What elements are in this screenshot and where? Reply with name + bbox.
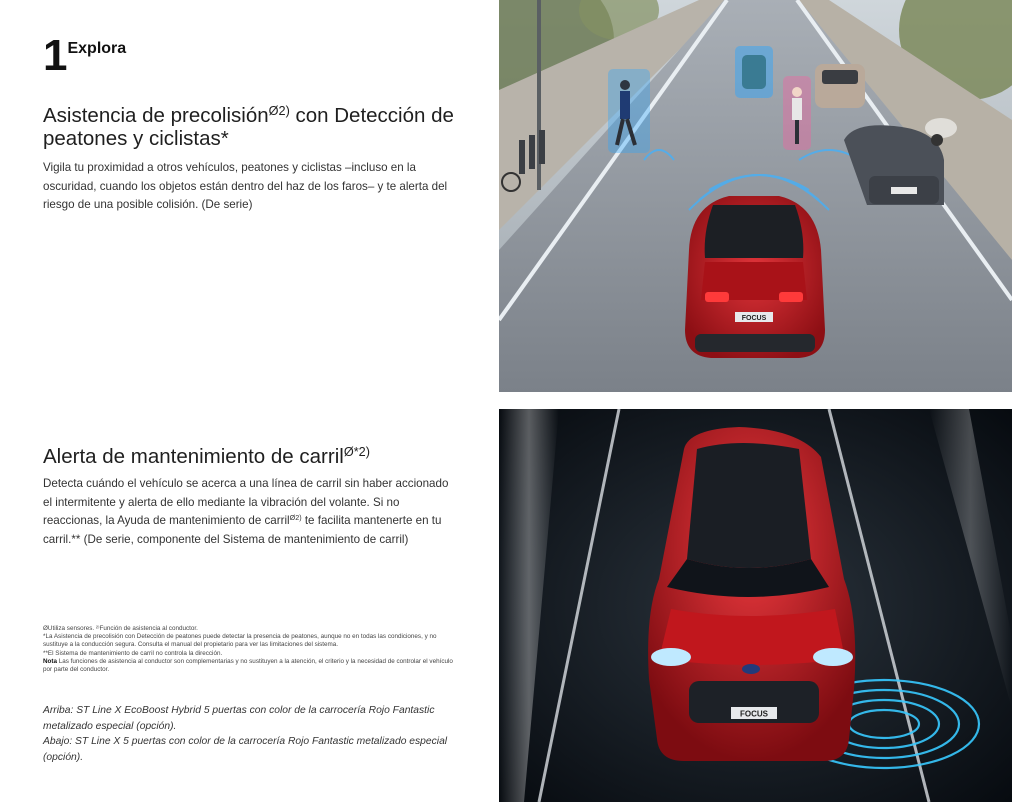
feature-2-body: Detecta cuándo el vehículo se acerca a una línea de carril sin haber accionado el intermitente y alerta de ello mediante la vibración del volante. Si no reaccionas, la Ayuda de mantenimiento de carril$^{Ø2)}$ te facilita mantenerte en tu carril.** (De serie, componente del Sistema de mantenimiento de carril) [43,477,449,546]
footnote-lane: **El Sistema de mantenimiento de carril no controla la dirección. [43,649,223,657]
footnote-note: Nota Las funciones de asistencia al conductor son complementarias y no sustituyen a la atención, el criterio y la necesidad de controlar el vehículo por parte del conductor. [43,657,453,674]
precollision-image [499,0,1012,392]
feature-1-title: Asistencia de precolisión$^{Ø2)}$ con Detección de peatones y ciclistas* [43,103,454,150]
caption-top: Arriba: ST Line X EcoBoost Hybrid 5 puertas con color de la carrocería Rojo Fantastic metalizado especial (opción). [43,705,435,732]
footnote-precollision: *La Asistencia de precolisión con Detección de peatones puede detectar la presencia de peatones, aunque no en todas las condiciones, y no sustituye a la conducción segura. Consulta el manual del propietario para ver las limitaciones del sistema. [43,633,437,649]
lane-keeping-image [499,409,1012,802]
feature-1-body: Vigila tu proximidad a otros vehículos, peatones y ciclistas –incluso en la oscuridad, cuando los objetos están dentro del haz de los faros– y te alerta del riesgo de una posible colisión. (De serie) [43,161,448,211]
image-captions [43,703,458,765]
section-header [43,31,127,80]
text-column [43,0,458,802]
footnotes [43,625,458,674]
section-number: 1 [43,31,66,80]
footnote-sensors: ØUtiliza sensores. ²⁾Función de asistencia al conductor. [43,625,198,632]
caption-bottom: Abajo: ST Line X 5 puertas con color de la carrocería Rojo Fantastic metalizado especial (opción). [43,736,448,763]
section-label: Explora [67,40,127,57]
top-car-plate: FOCUS [741,315,767,322]
bottom-car-plate: FOCUS [740,709,768,719]
feature-2-title: Alerta de mantenimiento de carril$^{Ø*2)}$ [43,444,370,468]
